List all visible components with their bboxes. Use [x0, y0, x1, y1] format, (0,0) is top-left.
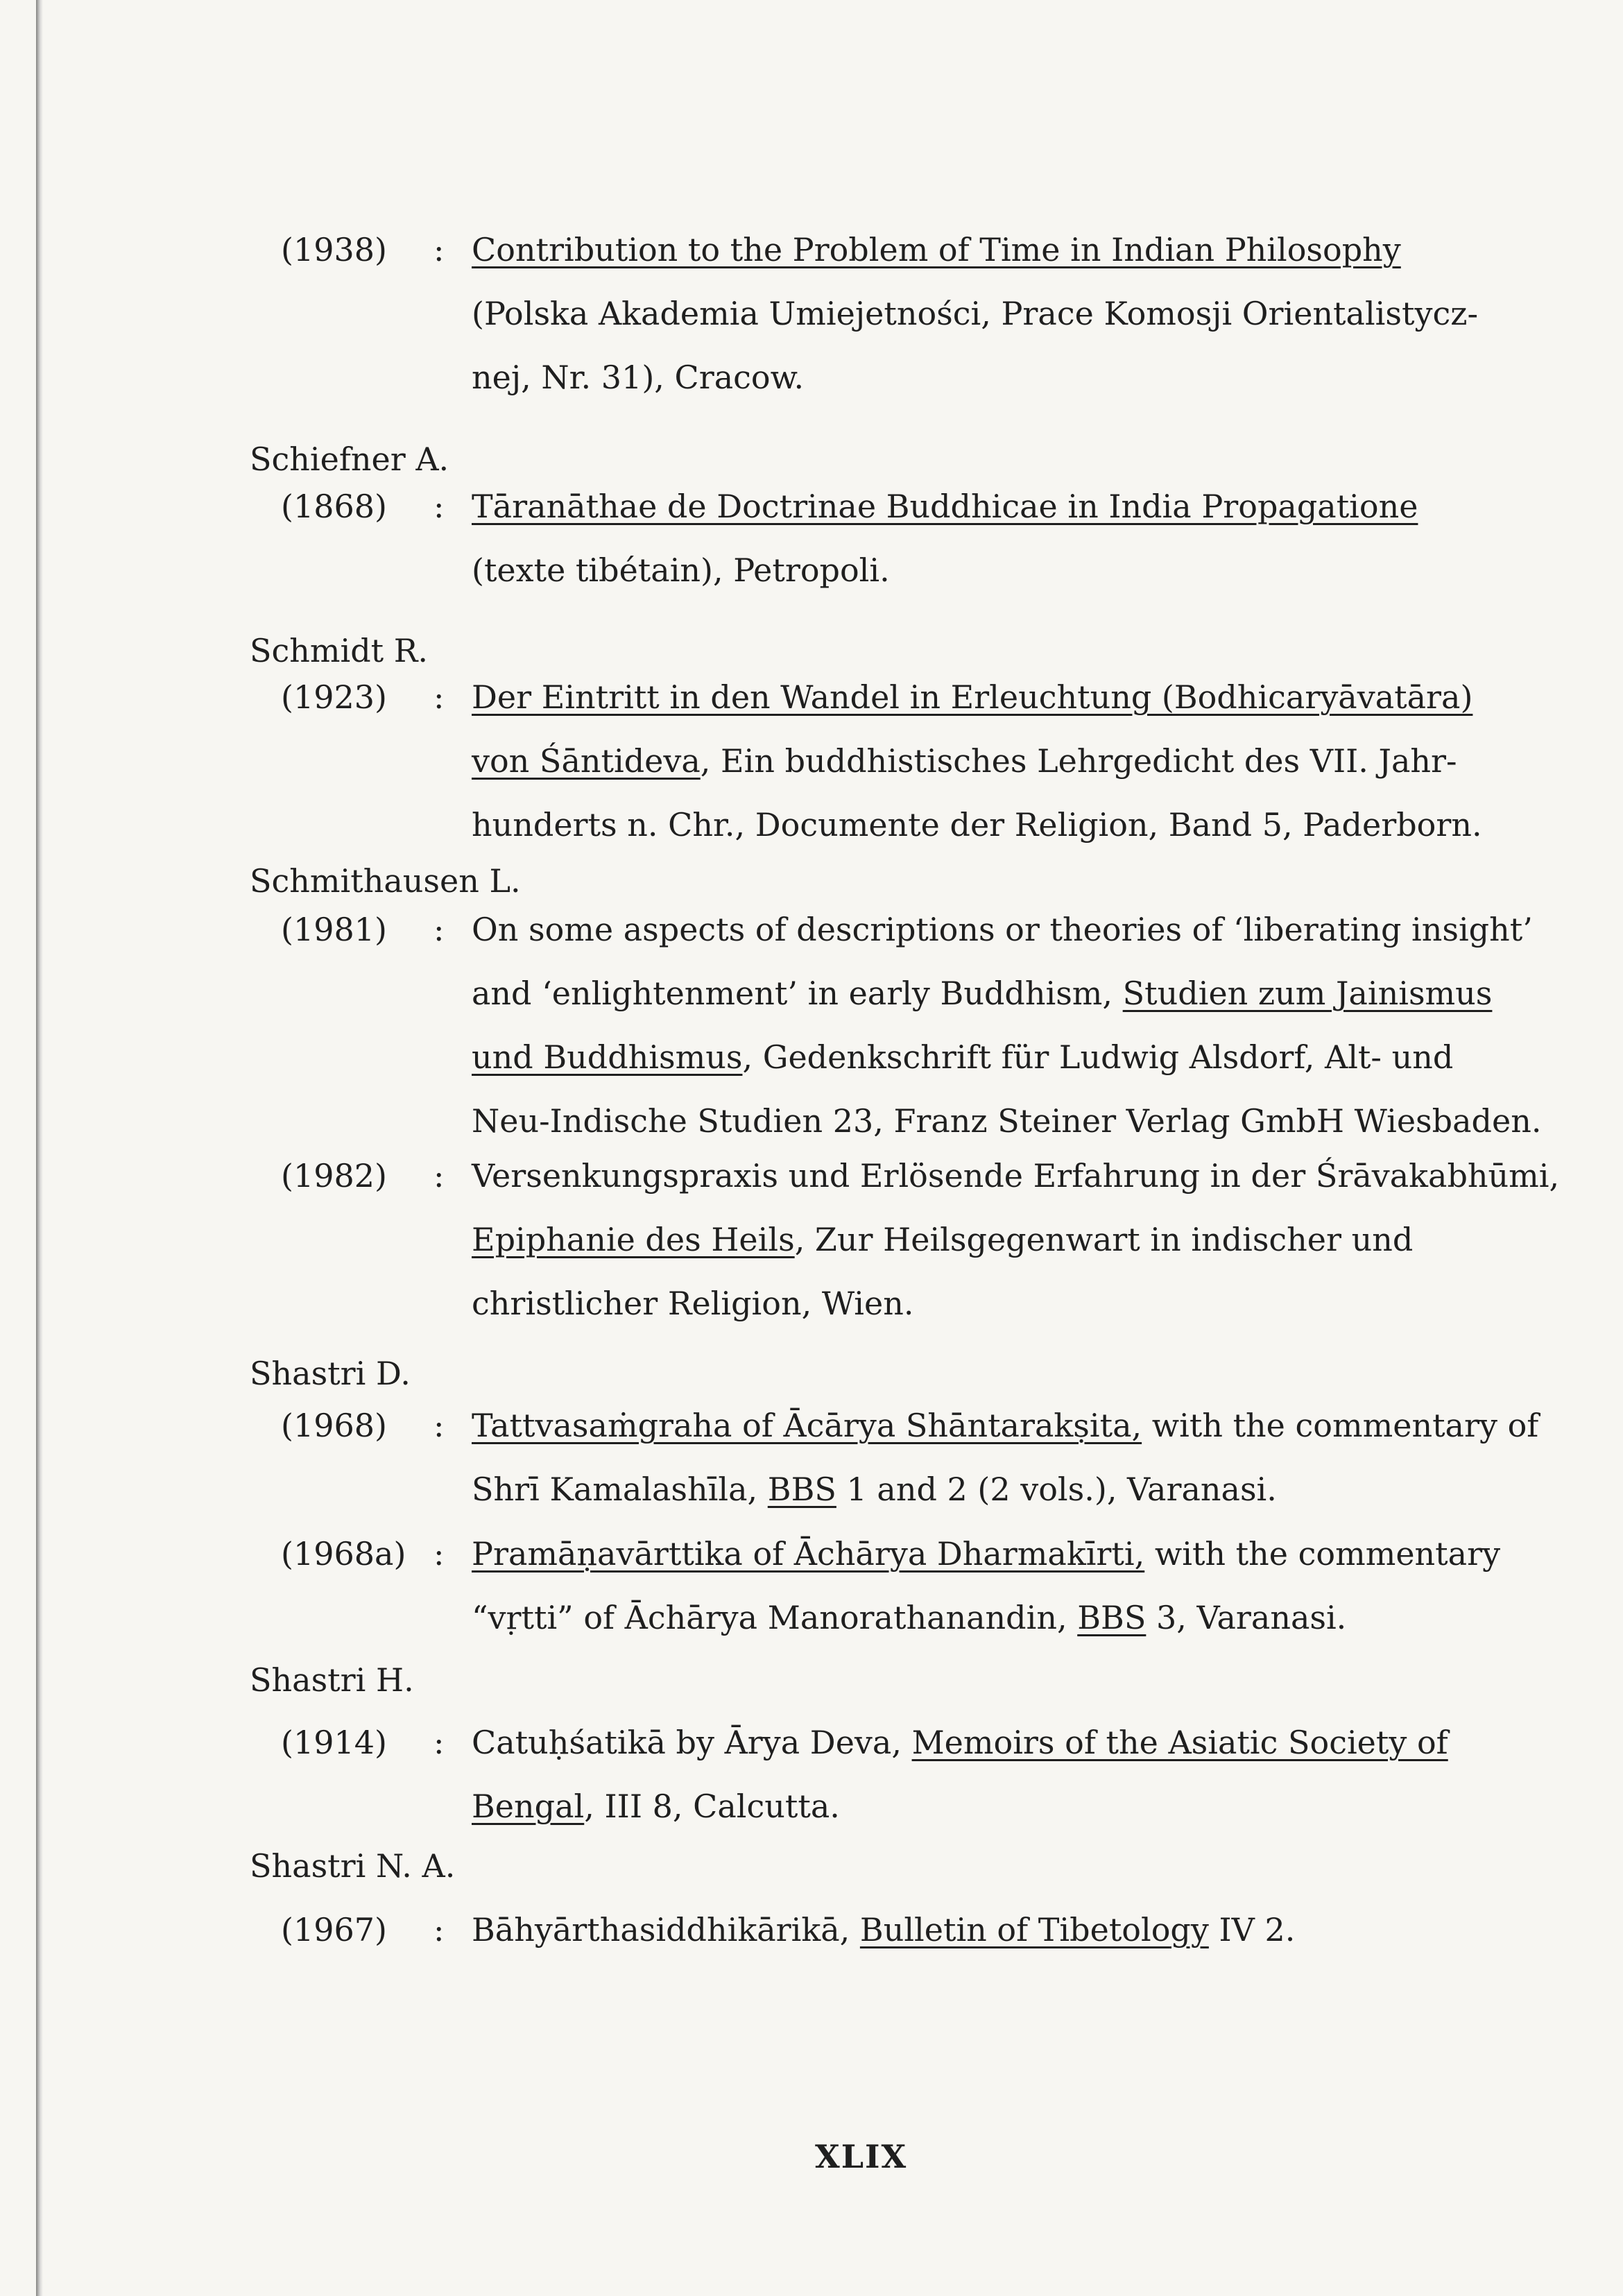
- author-name: Schmidt R.: [250, 632, 429, 669]
- author-name: Schmithausen L.: [250, 862, 521, 900]
- citation-text: “vṛtti” of Āchārya Manorathanandin,: [472, 1599, 1078, 1636]
- citation-line: [472, 1219, 1413, 1260]
- citation-text: 3, Varanasi.: [1146, 1599, 1347, 1636]
- citation-line: [472, 1722, 1448, 1763]
- entry-colon: :: [433, 1535, 445, 1573]
- citation-line: [472, 486, 1418, 527]
- underlined-title: Bengal: [472, 1788, 585, 1825]
- citation-text: Versenkungspraxis und Erlösende Erfahrung in der Śrāvakabhūmi,: [472, 1157, 1560, 1194]
- citation-line: [472, 1597, 1346, 1638]
- citation-text: , Zur Heilsgegenwart in indischer und: [794, 1221, 1414, 1258]
- underlined-title: Der Eintritt in den Wandel in Erleuchtung (Bodhicaryāvatāra): [472, 678, 1473, 716]
- entry-colon: :: [433, 1157, 445, 1194]
- citation-line: [472, 1405, 1538, 1446]
- author-name: Schiefner A.: [250, 440, 449, 478]
- page-number: XLIX: [815, 2138, 908, 2175]
- citation-text: and ‘enlightenment’ in early Buddhism,: [472, 975, 1123, 1012]
- underlined-title: BBS: [767, 1471, 836, 1508]
- entry-year: (1868): [281, 488, 387, 525]
- underlined-title: Tattvasaṁgraha of Ācārya Shāntarakṣita,: [472, 1407, 1142, 1444]
- entry-year: (1923): [281, 678, 387, 716]
- citation-line: [472, 909, 1533, 950]
- underlined-title: von Śāntideva: [472, 742, 701, 780]
- author-name: Shastri N. A.: [250, 1847, 456, 1885]
- citation-line: [472, 740, 1457, 782]
- citation-line: [472, 229, 1401, 271]
- author-name: Shastri D.: [250, 1355, 411, 1392]
- underlined-title: Contribution to the Problem of Time in Indian Philosophy: [472, 231, 1401, 268]
- citation-text: Neu-Indische Studien 23, Franz Steiner Verlag GmbH Wiesbaden.: [472, 1102, 1542, 1140]
- citation-line: [472, 357, 804, 398]
- citation-text: , III 8, Calcutta.: [584, 1788, 840, 1825]
- entry-colon: :: [433, 1407, 445, 1444]
- citation-text: christlicher Religion, Wien.: [472, 1285, 914, 1322]
- entry-colon: :: [433, 678, 445, 716]
- entry-year: (1914): [281, 1724, 387, 1761]
- citation-text: , Ein buddhistisches Lehrgedicht des VII. Jahr-: [700, 742, 1457, 780]
- entry-year: (1967): [281, 1911, 387, 1948]
- citation-text: On some aspects of descriptions or theories of ‘liberating insight’: [472, 911, 1533, 948]
- author-name: Shastri H.: [250, 1661, 414, 1699]
- citation-text: (texte tibétain), Petropoli.: [472, 551, 890, 589]
- citation-line: [472, 1533, 1500, 1575]
- entry-colon: :: [433, 1724, 445, 1761]
- citation-text: with the commentary: [1144, 1535, 1501, 1573]
- citation-text: (Polska Akademia Umiejetnośсi, Prace Komosji Orientalistycz-: [472, 295, 1478, 332]
- citation-line: [472, 1155, 1559, 1197]
- citation-line: [472, 1036, 1453, 1078]
- underlined-title: Tāranāthae de Doctrinae Buddhicae in India Propagatione: [472, 488, 1418, 525]
- entry-colon: :: [433, 231, 445, 268]
- citation-line: [472, 1100, 1541, 1142]
- citation-text: 1 and 2 (2 vols.), Varanasi.: [836, 1471, 1277, 1508]
- citation-line: [472, 804, 1482, 846]
- citation-line: [472, 549, 890, 591]
- citation-line: [472, 293, 1478, 334]
- citation-line: [472, 1468, 1277, 1510]
- citation-text: nej, Nr. 31), Cracow.: [472, 359, 805, 396]
- citation-line: [472, 676, 1472, 718]
- citation-line: [472, 1283, 914, 1324]
- underlined-title: und Buddhismus: [472, 1038, 743, 1076]
- citation-text: Shrī Kamalashīla,: [472, 1471, 768, 1508]
- entry-colon: :: [433, 488, 445, 525]
- underlined-title: Pramāṇavārttika of Āchārya Dharmakīrti,: [472, 1535, 1145, 1573]
- citation-text: with the commentary of: [1142, 1407, 1539, 1444]
- entry-colon: :: [433, 1911, 445, 1948]
- underlined-title: Memoirs of the Asiatic Society of: [911, 1724, 1448, 1761]
- citation-text: IV 2.: [1208, 1911, 1296, 1948]
- entry-year: (1968): [281, 1407, 387, 1444]
- underlined-title: BBS: [1077, 1599, 1147, 1636]
- citation-text: hunderts n. Chr., Documente der Religion, Band 5, Paderborn.: [472, 806, 1482, 843]
- citation-text: Bāhyārthasiddhikārikā,: [472, 1911, 860, 1948]
- citation-line: [472, 1909, 1295, 1951]
- citation-text: Catuḥśatikā by Ārya Deva,: [472, 1724, 912, 1761]
- citation-line: [472, 1785, 840, 1827]
- entry-year: (1938): [281, 231, 387, 268]
- underlined-title: Epiphanie des Heils: [472, 1221, 795, 1258]
- underlined-title: Bulletin of Tibetology: [859, 1911, 1209, 1948]
- citation-text: , Gedenkschrift für Ludwig Alsdorf, Alt- und: [742, 1038, 1454, 1076]
- underlined-title: Studien zum Jainismus: [1122, 975, 1493, 1012]
- entry-year: (1982): [281, 1157, 387, 1194]
- citation-line: [472, 973, 1492, 1014]
- entry-year: (1968a): [281, 1535, 406, 1573]
- entry-year: (1981): [281, 911, 387, 948]
- entry-colon: :: [433, 911, 445, 948]
